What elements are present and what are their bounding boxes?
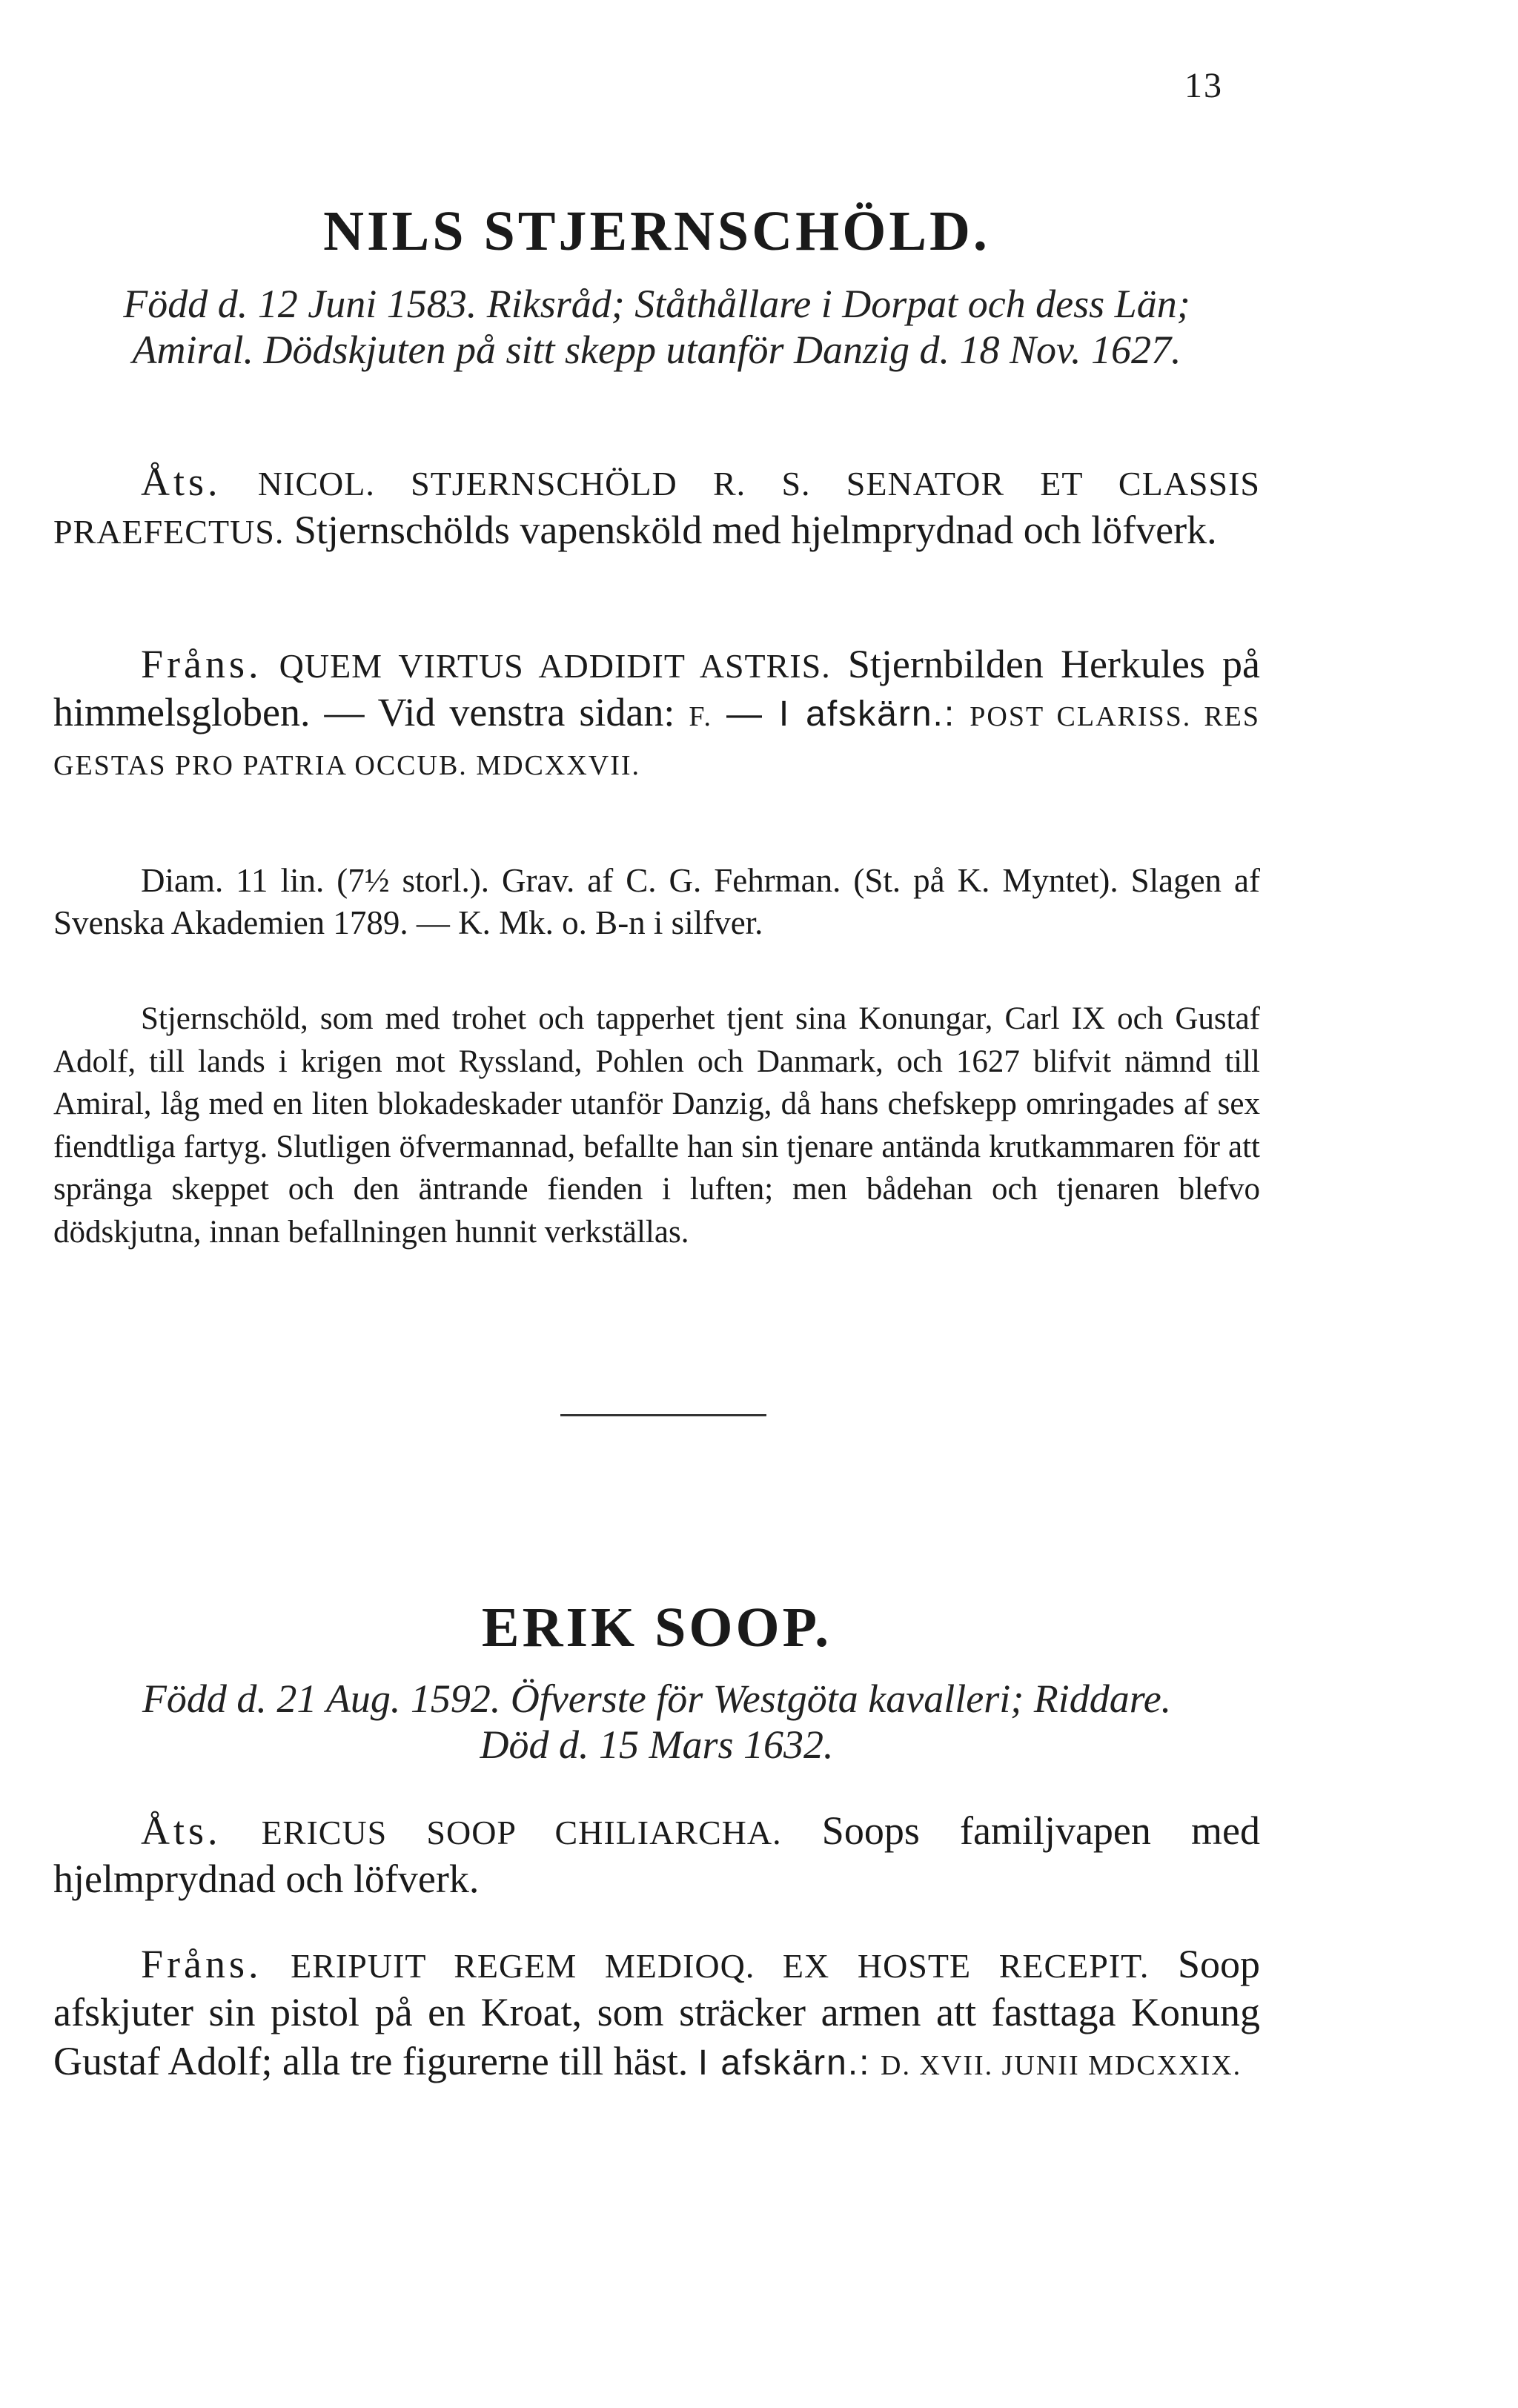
- section-title-nils-stjernschold: NILS STJERNSCHÖLD.: [323, 200, 990, 262]
- exergue-legend: D. XVII. JUNII MDCXXIX.: [881, 2049, 1242, 2081]
- section-divider: [560, 1414, 766, 1416]
- obverse-text: Stjernschölds vapensköld med hjelmprydnad och löfverk.: [294, 508, 1217, 553]
- obverse-description-nils-stjernschold: [53, 458, 1260, 555]
- reverse-legend: ERIPUIT REGEM MEDIOQ. EX HOSTE RECEPIT.: [291, 1947, 1150, 1985]
- obverse-legend: NICOL. STJERNSCHÖLD R. S. SENATOR ET CLASSIS PRAEFECTUS.: [53, 465, 1260, 551]
- exergue-intro: — I afskärn.:: [726, 694, 956, 734]
- obverse-description-erik-soop: [53, 1807, 1260, 1904]
- exergue-intro: I afskärn.:: [697, 2043, 871, 2083]
- birth-info-nils-stjernschold: Född d. 12 Juni 1583. Riksråd; Ståthållare i Dorpat och dess Län; Amiral. Dödskjuten på sitt skepp utanför Danzig d. 18 Nov. 1627.: [123, 282, 1190, 372]
- obverse-label: Åts.: [141, 1808, 222, 1853]
- reverse-label: Fråns.: [141, 642, 262, 686]
- medal-specifications-nils-stjernschold: Diam. 11 lin. (7½ storl.). Grav. af C. G. Fehrman. (St. på K. Myntet). Slagen af Svenska Akademien 1789. — K. Mk. o. B-n i silfver.: [53, 862, 1260, 941]
- reverse-label: Fråns.: [141, 1942, 262, 1986]
- obverse-text: Soops familjvapen med hjelmprydnad och löfverk.: [53, 1808, 1261, 1902]
- reverse-description-nils-stjernschold: [53, 640, 1260, 786]
- exergue-legend: POST CLARISS. RES GESTAS PRO PATRIA OCCUB. MDCXXVII.: [53, 701, 1261, 781]
- obverse-label: Åts.: [141, 460, 222, 504]
- reverse-description-erik-soop: [53, 1940, 1260, 2086]
- reverse-text: Stjernbilden Herkules på himmelsgloben. — Vid venstra sidan:: [53, 642, 1260, 735]
- birth-info-erik-soop: Född d. 21 Aug. 1592. Öfverste för Westgöta kavalleri; Riddare. Död d. 15 Mars 1632.: [142, 1676, 1172, 1767]
- obverse-legend: ERICUS SOOP CHILIARCHA.: [261, 1814, 782, 1851]
- page-number: 13: [1184, 66, 1223, 105]
- section-title-erik-soop: ERIK SOOP.: [481, 1596, 832, 1659]
- reverse-legend: QUEM VIRTUS ADDIDIT ASTRIS.: [279, 647, 831, 685]
- reverse-letter: F.: [689, 701, 712, 733]
- biography-nils-stjernschold: Stjernschöld, som med trohet och tapperhet tjent sina Konungar, Carl IX och Gustaf Adolf, till lands i krigen mot Ryssland, Pohlen och Danmark, och 1627 blifvit nämnd till Amiral, låg med en liten blokadeskader utanför Danzig, då hans chefskepp omringades af sex fiendtliga fartyg. Slutligen öfvermannad, befallte han sin tjenare antända krutkammaren för att spränga skeppet och den äntrande fienden i luften; men bådehan och tjenaren blefvo dödskjutna, innan befallningen hunnit verkställas.: [53, 1001, 1260, 1250]
- reverse-text: Soop afskjuter sin pistol på en Kroat, som sträcker armen att fasttaga Konung Gustaf Adolf; alla tre figurerne till häst.: [53, 1942, 1261, 2083]
